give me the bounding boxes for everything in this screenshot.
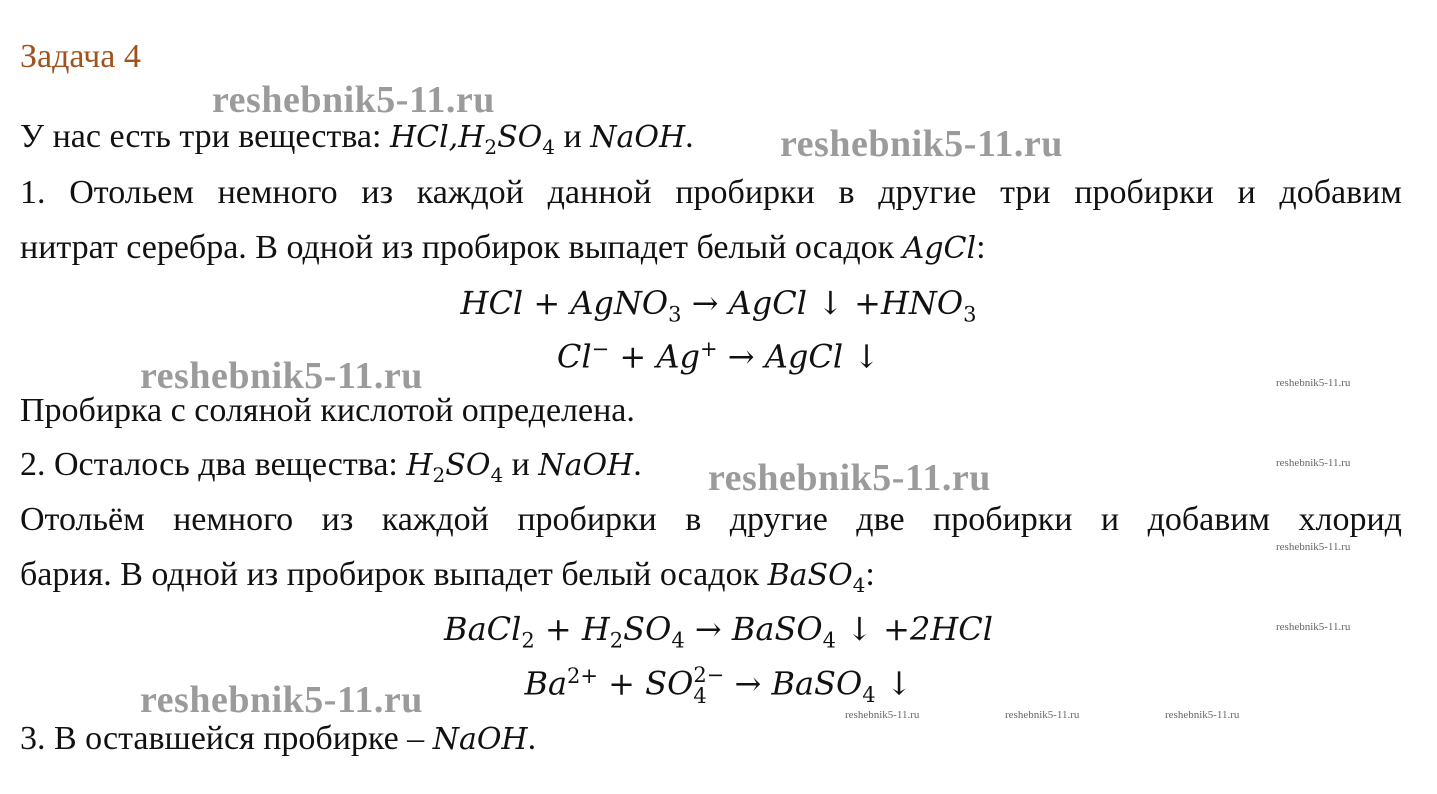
- word: добавим: [1279, 174, 1402, 211]
- word: немного: [217, 174, 338, 211]
- word: из: [361, 174, 394, 211]
- formula-hcl-h2so4: $HCl,H_2SO_4$: [389, 120, 556, 159]
- word: каждой: [381, 501, 489, 538]
- watermark: reshebnik5-11.ru: [708, 457, 991, 499]
- word: и: [1237, 174, 1256, 211]
- intro-text: У нас есть три вещества:: [20, 118, 390, 155]
- formula-h2so4: $H_2SO_4$: [406, 448, 504, 487]
- watermark: reshebnik5-11.ru: [780, 123, 1063, 165]
- step3-line: 3. В оставшейся пробирке – NaOH.: [20, 720, 537, 757]
- word: и: [1100, 501, 1120, 538]
- watermark: reshebnik5-11.ru: [212, 79, 495, 121]
- watermark-small: reshebnik5-11.ru: [1276, 621, 1351, 633]
- watermark-small: reshebnik5-11.ru: [1165, 709, 1240, 721]
- word: из: [321, 501, 354, 538]
- word: три: [1000, 174, 1051, 211]
- equation-3: BaCl$_2$ + $H_2SO_4$ → BaSO$_4$ ↓ +2HCl: [444, 610, 993, 653]
- watermark: reshebnik5-11.ru: [140, 355, 423, 397]
- word: данной: [547, 174, 652, 211]
- word: пробирки: [675, 174, 815, 211]
- task-title: Задача 4: [20, 38, 141, 75]
- step2-line1: 2. Осталось два вещества: $H_2SO_4$ и NaOH.: [20, 446, 642, 487]
- equation-4: $Ba^{2+}$ + SO 2− 4 → BaSO$_4$ ↓: [524, 663, 913, 709]
- watermark-small: reshebnik5-11.ru: [1276, 457, 1351, 469]
- equation-1: HCl + AgNO$_3$ → AgCl ↓ $+HNO_3$: [460, 284, 977, 327]
- step1-line2: нитрат серебра. В одной из пробирок выпадет белый осадок AgCl:: [20, 229, 986, 266]
- word: Отольем: [69, 174, 194, 211]
- word: в: [685, 501, 702, 538]
- word: Отольём: [20, 501, 145, 538]
- intro-line: У нас есть три вещества: $HCl,H_2SO_4$ и NaOH.: [20, 118, 694, 159]
- word: 1.: [20, 174, 46, 211]
- step2-line2: [20, 503, 1402, 537]
- word: другие: [878, 174, 977, 211]
- formula-agcl: AgCl: [902, 231, 977, 266]
- word: пробирки: [1074, 174, 1214, 211]
- step1-line1: [20, 176, 1402, 210]
- word: немного: [173, 501, 294, 538]
- word: пробирки: [933, 501, 1073, 538]
- formula-naoh: NaOH: [590, 120, 686, 155]
- watermark-small: reshebnik5-11.ru: [1005, 709, 1080, 721]
- word: каждой: [416, 174, 524, 211]
- word: две: [856, 501, 905, 538]
- watermark-small: reshebnik5-11.ru: [1276, 377, 1351, 389]
- watermark: reshebnik5-11.ru: [140, 679, 423, 721]
- word: хлорид: [1298, 501, 1402, 538]
- step1-result: Пробирка с соляной кислотой определена.: [20, 392, 635, 429]
- word: добавим: [1147, 501, 1271, 538]
- formula-naoh-2: NaOH: [538, 448, 634, 483]
- formula-naoh-3: NaOH: [432, 722, 528, 757]
- word: другие: [729, 501, 828, 538]
- word: пробирки: [517, 501, 657, 538]
- watermark-small: reshebnik5-11.ru: [845, 709, 920, 721]
- step2-line3: бария. В одной из пробирок выпадет белый осадок BaSO$_4$:: [20, 556, 875, 597]
- equation-2: Cl− + Ag+ → AgCl ↓: [556, 337, 881, 376]
- formula-baso4: BaSO$_4$: [767, 558, 866, 597]
- word: в: [838, 174, 855, 211]
- watermark-small: reshebnik5-11.ru: [1276, 541, 1351, 553]
